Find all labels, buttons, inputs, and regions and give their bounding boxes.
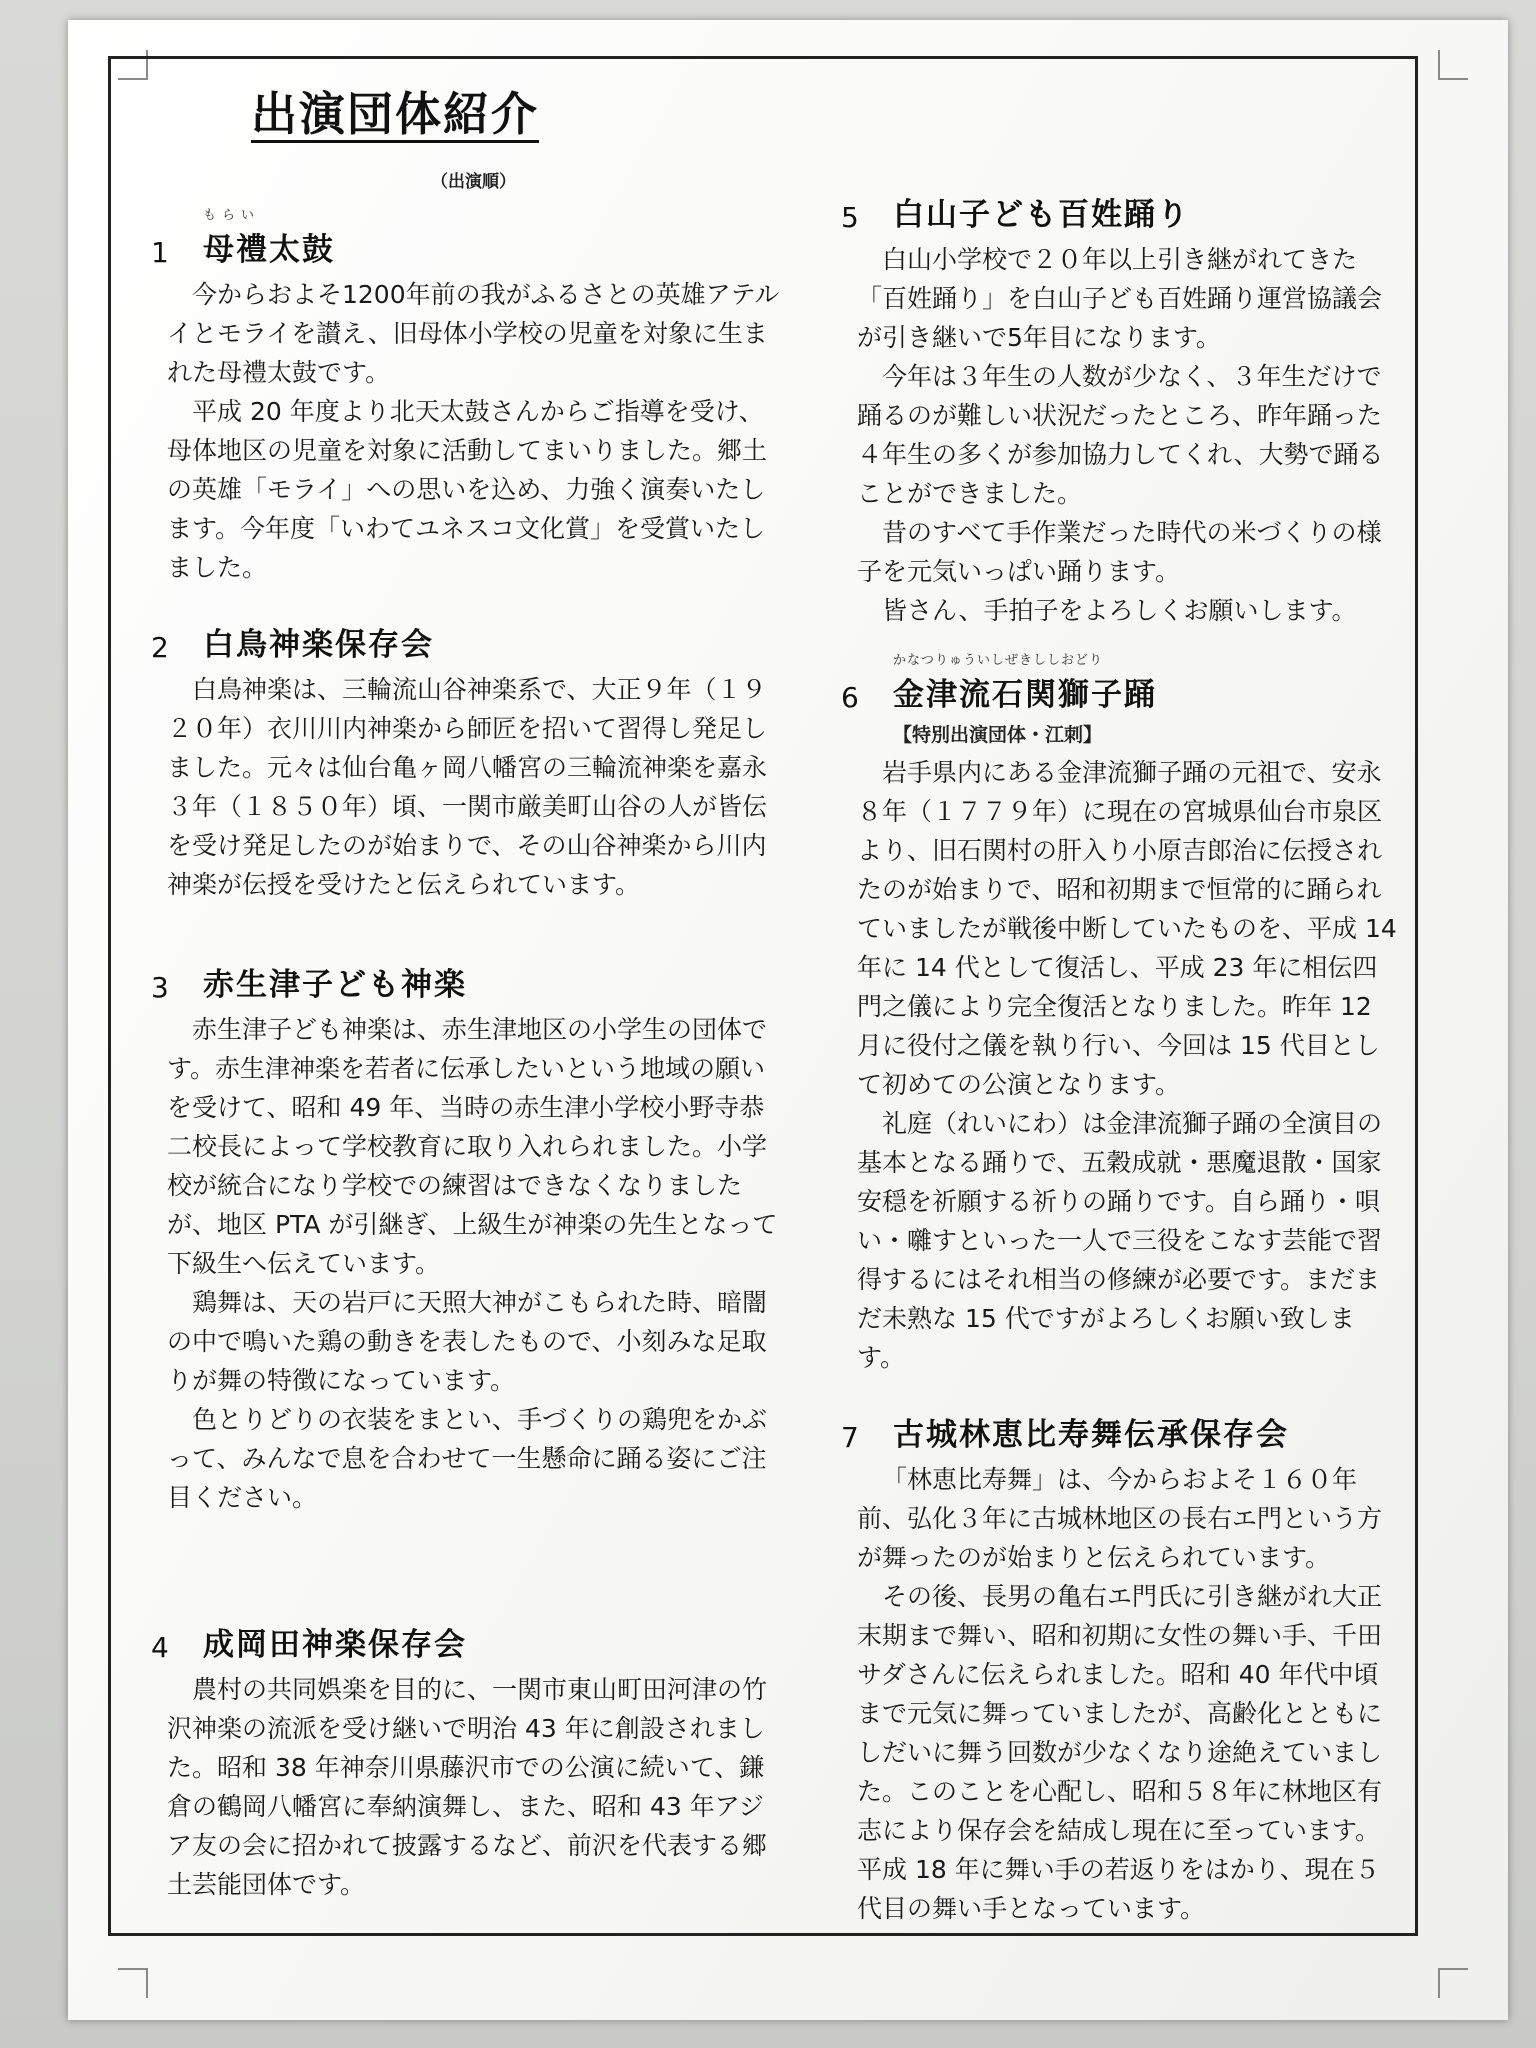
section-header — [841, 1409, 1401, 1454]
page-subtitle: （出演順） — [431, 172, 516, 192]
crop-mark-bottom-right — [1438, 1968, 1468, 1998]
section-paragraph: 今年は３年生の人数が少なく、３年生だけで踊るのが難しい状況だったところ、昨年踊った４年生の多くが参加協力してくれ、大勢で踊ることができました。 — [857, 362, 1384, 508]
section-header — [841, 189, 1401, 234]
section-number: 5 — [841, 201, 859, 234]
section-title: 古城林恵比寿舞伝承保存会 — [893, 1417, 1289, 1453]
section-paragraph: 岩手県内にある金津流獅子踊の元祖で、安永８年（１７７９年）に現在の宮城県仙台市泉区より、旧石関村の肝入り小原吉郎治に伝授されたのが始まりで、昭和初期まで恒常的に踊られていましたが戦後中断していたものを、平成 14 年に 14 代として復活し、平成 23 年に相伝四門之儀により完全復活となりました。昨年 12 月に役付之儀を執り行い、今回は 15 代目として初めての公演となります。 — [857, 758, 1397, 1099]
section-paragraph: 皆さん、手拍子をよろしくお願いします。 — [882, 596, 1357, 625]
document-page — [68, 20, 1508, 2020]
section-title-wrap — [203, 209, 335, 269]
section-note: 【特別出演団体・江刺】 — [893, 724, 1103, 746]
section-title: 金津流石関獅子踊 — [893, 677, 1157, 713]
section-number: 1 — [151, 236, 169, 269]
section-paragraph: 白鳥神楽は、三輪流山谷神楽系で、大正９年（１９２０年）衣川川内神楽から師匠を招いて習得し発足しました。元々は仙台亀ヶ岡八幡宮の三輪流神楽を嘉永３年（１８５０年）頃、一関市厳美町山谷の人が皆伝を受け発足したのが始まりで、その山谷神楽から川内神楽が伝授を受けたと伝えられています。 — [167, 675, 768, 899]
section-paragraph: 赤生津子ども神楽は、赤生津地区の小学生の団体です。赤生津神楽を若者に伝承したいという地域の願いを受けて、昭和 49 年、当時の赤生津小学校小野寺恭二校長によって学校教育に取り入れられました。小学校が統合になり学校での練習はできなくなりましたが、地区 PTA が引継ぎ、上級生が神楽の先生となって下級生へ伝えています。 — [167, 1015, 778, 1278]
section-number: 3 — [151, 971, 169, 1004]
section-header — [841, 654, 1401, 714]
section-paragraph: 今からおよそ1200年前の我がふるさとの英雄アテルイとモライを讃え、旧母体小学校の児童を対象に生まれた母禮太鼓です。 — [167, 280, 780, 387]
section-5 — [841, 189, 1401, 630]
section-paragraph: その後、長男の亀右エ門氏に引き継がれ大正末期まで舞い、昭和初期に女性の舞い手、千田サダさんに伝えられました。昭和 40 年代中頃まで元気に舞っていましたが、高齢化とともにしだいに舞う回数が少なくなり途絶えていました。このことを心配し、昭和５８年に林地区有志により保存会を結成し現在に至っています。平成 18 年に舞い手の若返りをはかり、現在５代目の舞い手となっています。 — [857, 1582, 1383, 1923]
section-number: 7 — [841, 1421, 859, 1454]
section-title-wrap — [893, 654, 1157, 714]
section-1 — [151, 209, 781, 587]
page-title: 出演団体紹介 — [251, 87, 539, 141]
section-paragraph: 平成 20 年度より北天太鼓さんからご指導を受け、母体地区の児童を対象に活動してまいりました。郷土の英雄「モライ」への思いを込め、力強く演奏いたします。今年度「いわてユネスコ文化賞」を受賞いたしました。 — [167, 397, 768, 582]
section-header — [151, 209, 781, 269]
section-ruby: かなつりゅういしぜきししおどり — [893, 653, 1104, 668]
section-2 — [151, 619, 781, 904]
section-title: 白鳥神楽保存会 — [203, 627, 434, 663]
section-paragraph: 色とりどりの衣装をまとい、手づくりの鶏兜をかぶって、みんなで息を合わせて一生懸命に踊る姿にご注目ください。 — [167, 1405, 768, 1512]
section-paragraph: 昔のすべて手作業だった時代の米づくりの様子を元気いっぱい踊ります。 — [857, 518, 1382, 586]
section-title: 白山子ども百姓踊り — [893, 197, 1190, 233]
content-frame — [108, 56, 1418, 1936]
crop-mark-top-right — [1438, 50, 1468, 80]
section-4 — [151, 1619, 781, 1904]
section-paragraph: 農村の共同娯楽を目的に、一関市東山町田河津の竹沢神楽の流派を受け継いで明治 43 年に創設されました。昭和 38 年神奈川県藤沢市での公演に続いて、鎌倉の鶴岡八幡宮に奉納演舞し、また、昭和 43 年アジア友の会に招かれて披露するなど、前沢を代表する郷土芸能団体です。 — [167, 1675, 768, 1899]
section-paragraph: 鶏舞は、天の岩戸に天照大神がこもられた時、暗闇の中で鳴いた鶏の動きを表したもので、小刻みな足取りが舞の特徴になっています。 — [167, 1288, 768, 1395]
section-number: 2 — [151, 631, 169, 664]
section-title: 赤生津子ども神楽 — [203, 967, 467, 1003]
section-paragraph: 「林恵比寿舞」は、今からおよそ１６０年前、弘化３年に古城林地区の長右エ門という方が舞ったのが始まりと伝えられています。 — [857, 1465, 1383, 1572]
section-header — [151, 959, 781, 1004]
section-3 — [151, 959, 781, 1517]
crop-mark-bottom-left — [118, 1968, 148, 1998]
section-title: 成岡田神楽保存会 — [203, 1627, 467, 1663]
section-title: 母禮太鼓 — [203, 232, 335, 268]
section-number: 4 — [151, 1631, 169, 1664]
section-paragraph: 礼庭（れいにわ）は金津流獅子踊の全演目の基本となる踊りで、五穀成就・悪魔退散・国家安穏を祈願する祈りの踊りです。自ら踊り・唄い・囃すといった一人で三役をこなす芸能で習得するにはそれ相当の修練が必要です。まだまだ未熟な 15 代ですがよろしくお願い致します。 — [857, 1109, 1383, 1372]
section-7 — [841, 1409, 1401, 1928]
section-6 — [841, 654, 1401, 1377]
section-header — [151, 619, 781, 664]
section-header — [151, 1619, 781, 1664]
section-paragraph: 白山小学校で２０年以上引き継がれてきた「百姓踊り」を白山子ども百姓踊り運営協議会が引き継いで5年目になります。 — [857, 245, 1383, 352]
section-number: 6 — [841, 681, 859, 714]
section-ruby: もらい — [203, 208, 261, 223]
